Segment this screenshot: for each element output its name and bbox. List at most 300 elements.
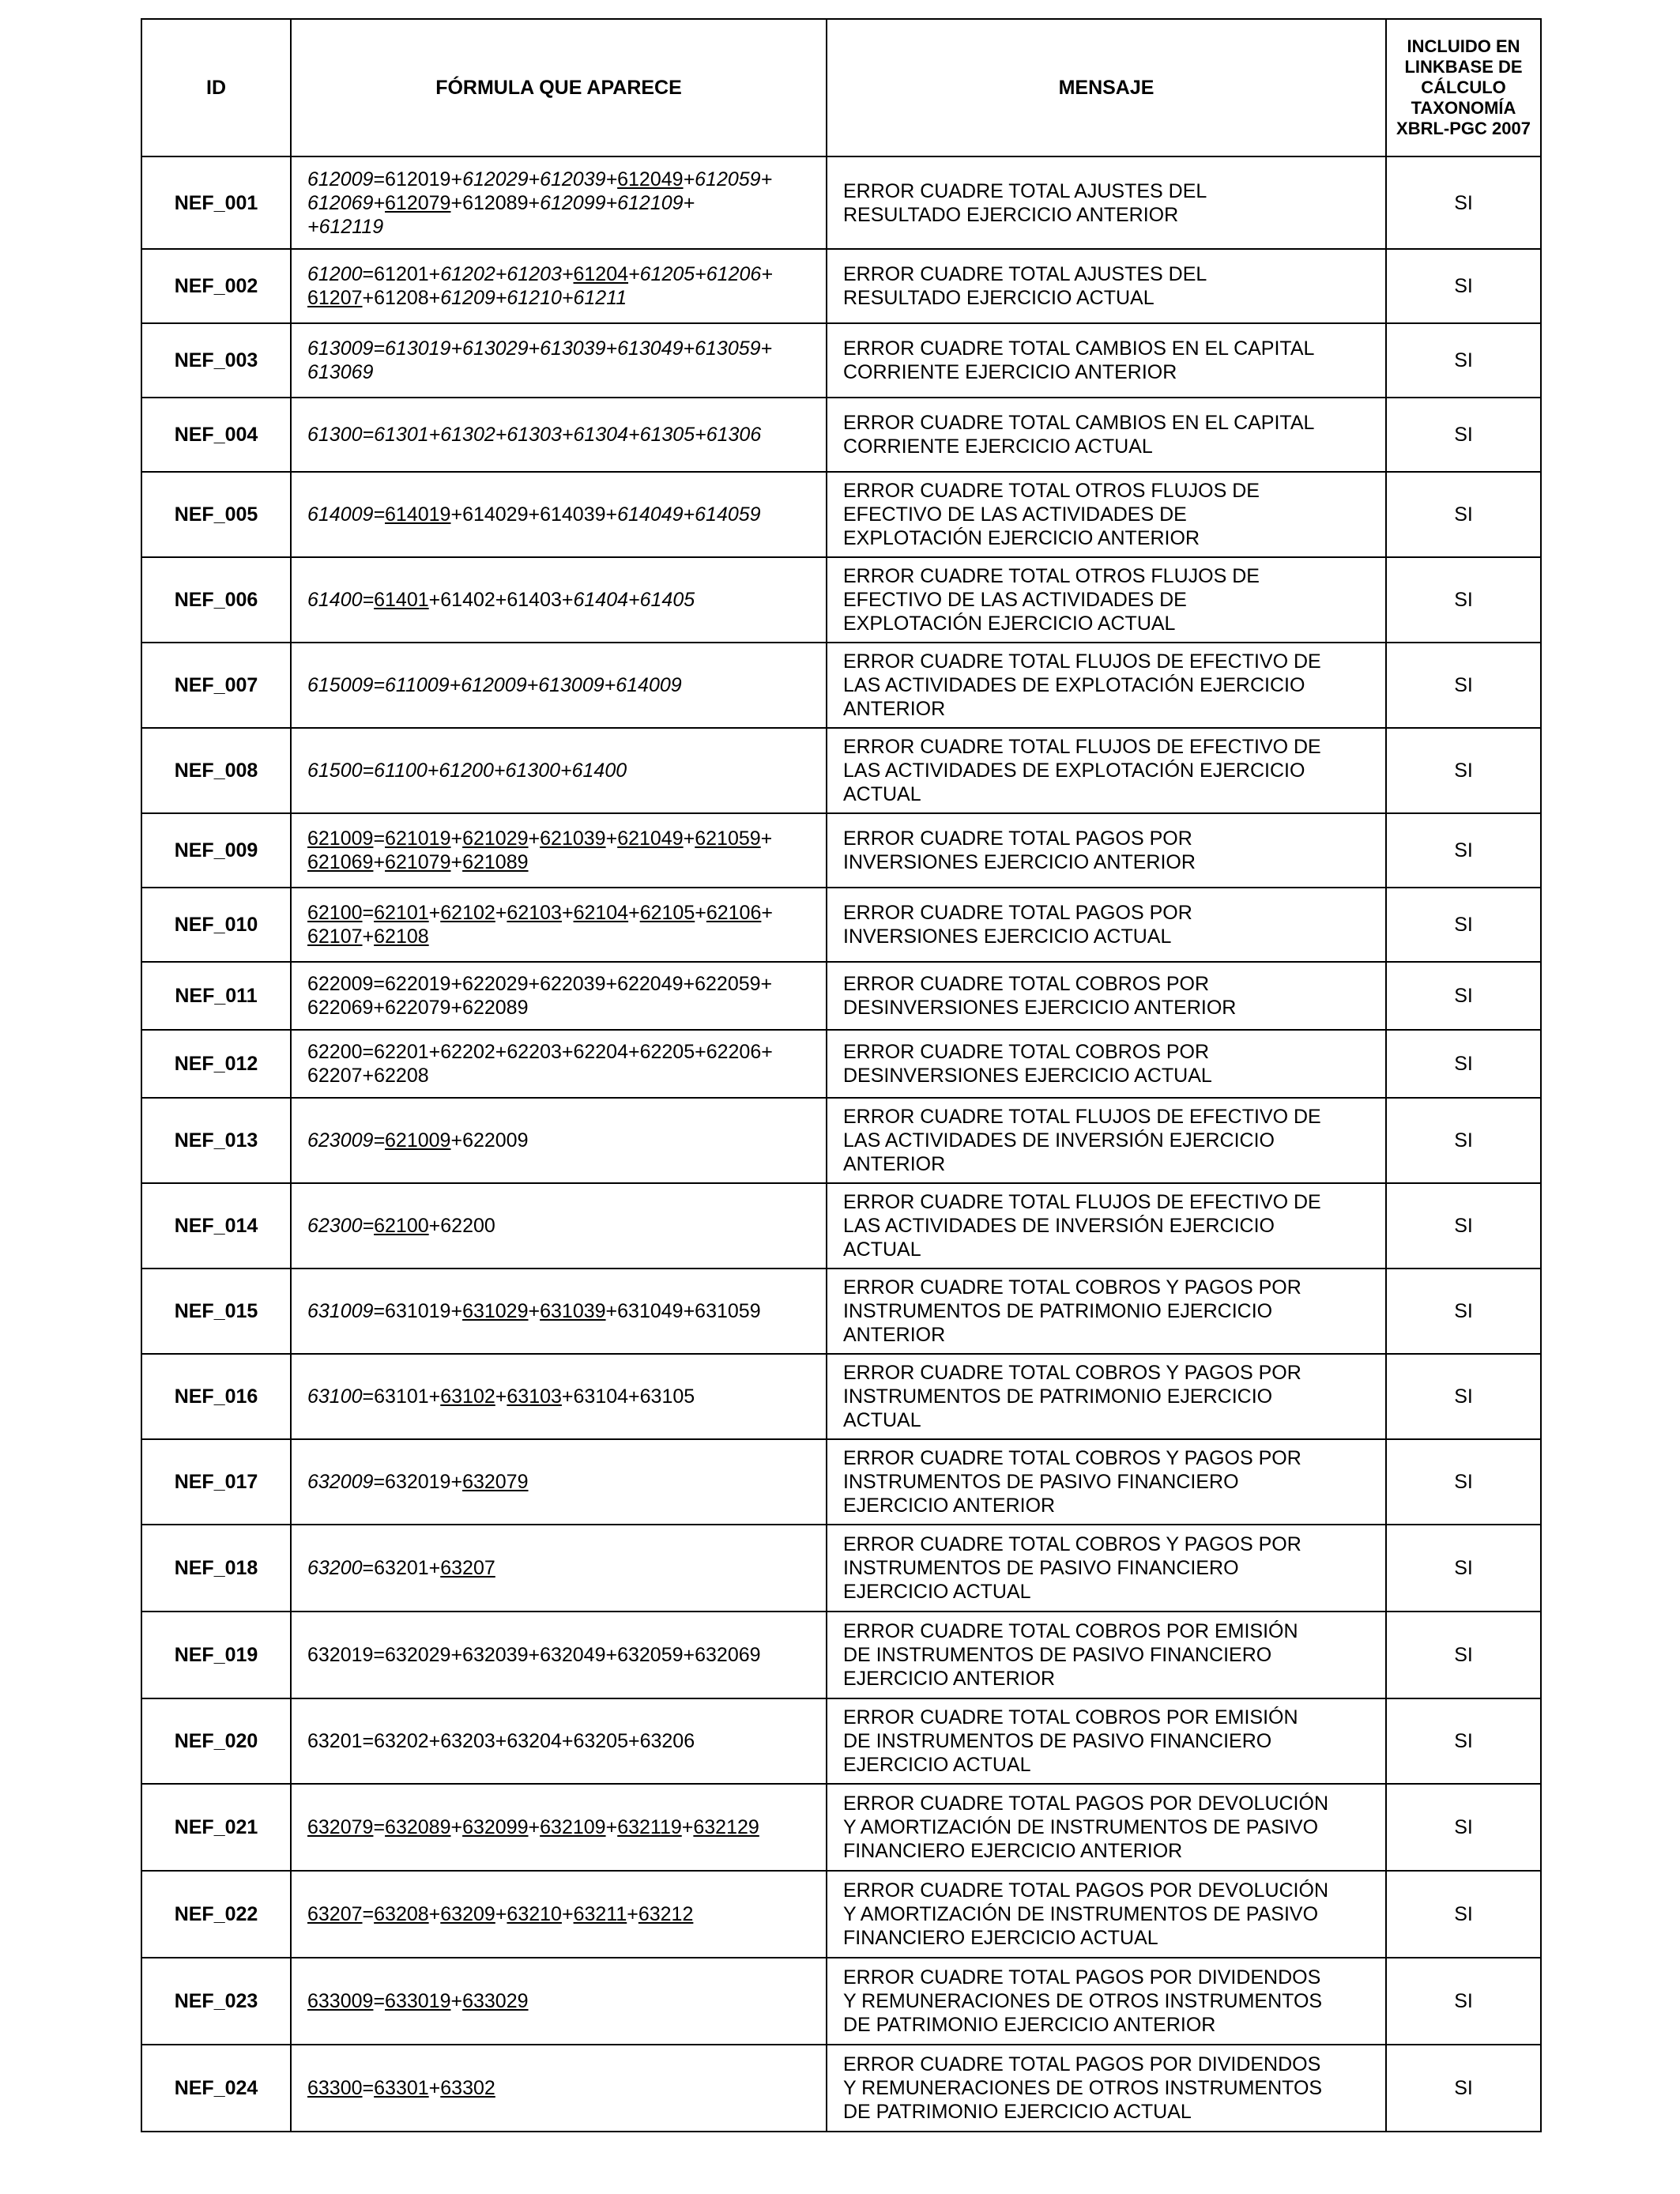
message-line: ERROR CUADRE TOTAL CAMBIOS EN EL CAPITAL xyxy=(843,412,1315,434)
message-line: ERROR CUADRE TOTAL CAMBIOS EN EL CAPITAL xyxy=(843,337,1315,360)
row-included: SI xyxy=(1386,1958,1541,2045)
message-line: LAS ACTIVIDADES DE EXPLOTACIÓN EJERCICIO xyxy=(843,674,1305,696)
table-row xyxy=(141,1958,1541,2045)
formula-line xyxy=(307,1064,818,1088)
formula-segment: 63103 xyxy=(507,1385,562,1408)
formula-segment: +612089+ xyxy=(450,191,541,214)
formula-line xyxy=(307,1129,818,1152)
row-id: NEF_023 xyxy=(141,1958,291,2045)
row-message xyxy=(827,1958,1386,2045)
formula-segment: + xyxy=(495,902,507,924)
row-included: SI xyxy=(1386,962,1541,1030)
formula-line xyxy=(307,901,818,925)
formula-line xyxy=(307,2076,818,2100)
formula-segment: + xyxy=(561,1903,574,1925)
formula-segment: = xyxy=(373,1816,386,1838)
row-formula xyxy=(291,249,827,323)
message-line: Y AMORTIZACIÓN DE INSTRUMENTOS DE PASIVO xyxy=(843,1903,1319,1925)
message-line: EJERCICIO ACTUAL xyxy=(843,1581,1031,1603)
message-line: ANTERIOR xyxy=(843,1324,946,1346)
row-id: NEF_004 xyxy=(141,398,291,472)
message-line: CORRIENTE EJERCICIO ANTERIOR xyxy=(843,361,1177,383)
formula-segment: + xyxy=(695,902,706,924)
table-row xyxy=(141,1698,1541,1784)
message-line: ANTERIOR xyxy=(843,698,946,720)
row-message xyxy=(827,1439,1386,1525)
formula-segment: 631029 xyxy=(462,1300,529,1322)
message-line: EJERCICIO ANTERIOR xyxy=(843,1495,1056,1517)
row-id: NEF_003 xyxy=(141,323,291,398)
message-line: ERROR CUADRE TOTAL COBROS Y PAGOS POR xyxy=(843,1362,1301,1384)
message-line: DESINVERSIONES EJERCICIO ACTUAL xyxy=(843,1065,1212,1087)
header-id: ID xyxy=(141,19,291,156)
formula-line xyxy=(307,1815,818,1839)
message-line: ERROR CUADRE TOTAL AJUSTES DEL xyxy=(843,263,1207,285)
formula-segment: 632129 xyxy=(693,1816,759,1838)
formula-segment: 615009=611009+612009+613009+614009 xyxy=(307,674,682,696)
row-included: SI xyxy=(1386,1030,1541,1098)
formula-segment: 61204 xyxy=(573,263,629,285)
formula-segment: 62101 xyxy=(374,902,429,924)
table-body xyxy=(141,156,1541,2132)
message-line: ERROR CUADRE TOTAL AJUSTES DEL xyxy=(843,179,1207,202)
row-id: NEF_001 xyxy=(141,156,291,249)
formula-segment: 62102 xyxy=(440,902,495,924)
formula-segment: 632119 xyxy=(617,1816,682,1838)
formula-segment: 614019 xyxy=(385,503,451,526)
formula-segment: 632089 xyxy=(385,1816,451,1838)
row-id: NEF_006 xyxy=(141,557,291,643)
formula-segment: 621059 xyxy=(695,827,761,850)
message-line: EFECTIVO DE LAS ACTIVIDADES DE xyxy=(843,503,1187,526)
formula-segment: 612029+612039+ xyxy=(462,168,618,190)
formula-line xyxy=(307,1040,818,1064)
formula-segment: +612059+ xyxy=(683,168,773,190)
formula-segment: + xyxy=(428,902,441,924)
formula-segment: 621039 xyxy=(540,827,606,850)
formula-segment: 633029 xyxy=(462,1990,529,2012)
formula-line xyxy=(307,759,818,782)
formula-segment: 621009 xyxy=(307,827,374,850)
formula-segment: 63102 xyxy=(440,1385,495,1408)
message-line: ERROR CUADRE TOTAL FLUJOS DE EFECTIVO DE xyxy=(843,1106,1321,1128)
formula-segment: =63101+ xyxy=(362,1385,441,1408)
formula-segment: 62207+62208 xyxy=(307,1065,429,1087)
message-line: CORRIENTE EJERCICIO ACTUAL xyxy=(843,435,1153,458)
formula-segment: + xyxy=(373,851,386,873)
message-line: ANTERIOR xyxy=(843,1153,946,1175)
message-line: ERROR CUADRE TOTAL PAGOS POR xyxy=(843,827,1192,850)
message-line: FINANCIERO EJERCICIO ACTUAL xyxy=(843,1927,1158,1949)
row-included: SI xyxy=(1386,728,1541,813)
row-message xyxy=(827,1612,1386,1698)
formula-segment: 632009 xyxy=(307,1471,374,1493)
table-row xyxy=(141,1269,1541,1354)
formula-segment: 62100 xyxy=(374,1215,429,1237)
row-included: SI xyxy=(1386,557,1541,643)
row-included: SI xyxy=(1386,1098,1541,1183)
formula-segment: 63200 xyxy=(307,1557,363,1579)
message-line: ERROR CUADRE TOTAL COBROS POR xyxy=(843,1041,1210,1063)
table-row xyxy=(141,728,1541,813)
row-formula xyxy=(291,472,827,557)
row-id: NEF_015 xyxy=(141,1269,291,1354)
header-formula: FÓRMULA QUE APARECE xyxy=(291,19,827,156)
table-row xyxy=(141,888,1541,962)
formula-segment: = xyxy=(373,827,386,850)
formula-segment: 62200=62201+62202+62203+62204+62205+62206+ xyxy=(307,1041,773,1063)
message-line: Y REMUNERACIONES DE OTROS INSTRUMENTOS xyxy=(843,2077,1323,2099)
row-formula xyxy=(291,1612,827,1698)
table-row xyxy=(141,398,1541,472)
formula-segment: + xyxy=(681,1816,694,1838)
message-line: DESINVERSIONES EJERCICIO ANTERIOR xyxy=(843,997,1237,1019)
formula-line xyxy=(307,925,818,948)
row-included: SI xyxy=(1386,398,1541,472)
row-included: SI xyxy=(1386,2045,1541,2132)
row-message xyxy=(827,962,1386,1030)
formula-line xyxy=(307,286,818,310)
message-line: ERROR CUADRE TOTAL COBROS Y PAGOS POR xyxy=(843,1533,1301,1555)
row-included: SI xyxy=(1386,249,1541,323)
row-formula xyxy=(291,888,827,962)
row-id: NEF_019 xyxy=(141,1612,291,1698)
row-included: SI xyxy=(1386,1183,1541,1269)
message-line: ERROR CUADRE TOTAL FLUJOS DE EFECTIVO DE xyxy=(843,736,1321,758)
formula-segment: 63207 xyxy=(307,1903,363,1925)
row-formula xyxy=(291,2045,827,2132)
row-message xyxy=(827,2045,1386,2132)
message-line: INSTRUMENTOS DE PASIVO FINANCIERO xyxy=(843,1557,1239,1579)
formula-segment: 62100 xyxy=(307,902,363,924)
formula-segment: 63210 xyxy=(507,1903,562,1925)
table-row xyxy=(141,323,1541,398)
message-line: EXPLOTACIÓN EJERCICIO ANTERIOR xyxy=(843,527,1200,549)
formula-segment: 63212 xyxy=(638,1903,694,1925)
formula-segment: 62107 xyxy=(307,925,363,948)
formula-segment: 61400= xyxy=(307,589,375,611)
formula-segment: + xyxy=(528,1816,541,1838)
message-line: ERROR CUADRE TOTAL FLUJOS DE EFECTIVO DE xyxy=(843,650,1321,673)
formula-segment: +61205+61206+ xyxy=(628,263,773,285)
formula-segment: +631049+631059 xyxy=(605,1300,761,1322)
message-line: ACTUAL xyxy=(843,1238,921,1261)
formula-line xyxy=(307,1989,818,2013)
table-row xyxy=(141,1183,1541,1269)
row-message xyxy=(827,1183,1386,1269)
row-included: SI xyxy=(1386,472,1541,557)
header-included: INCLUIDO EN LINKBASE DE CÁLCULO TAXONOMÍA XBRL-PGC 2007 xyxy=(1386,19,1541,156)
formula-segment: + xyxy=(528,827,541,850)
row-id: NEF_005 xyxy=(141,472,291,557)
row-message xyxy=(827,398,1386,472)
row-message xyxy=(827,557,1386,643)
row-included: SI xyxy=(1386,1784,1541,1871)
row-message xyxy=(827,643,1386,728)
formula-segment: + xyxy=(450,851,463,873)
formula-segment: = xyxy=(373,1990,386,2012)
table-header-row xyxy=(141,19,1541,156)
row-included: SI xyxy=(1386,323,1541,398)
row-id: NEF_011 xyxy=(141,962,291,1030)
row-included: SI xyxy=(1386,156,1541,249)
formula-line xyxy=(307,972,818,996)
formula-segment: 62106 xyxy=(706,902,762,924)
formula-line xyxy=(307,262,818,286)
formula-segment: 63208 xyxy=(374,1903,429,1925)
formula-line xyxy=(307,827,818,850)
formula-segment: 613069 xyxy=(307,361,374,383)
formula-segment: 631039 xyxy=(540,1300,606,1322)
formula-segment: 61404+61405 xyxy=(573,589,695,611)
formula-line xyxy=(307,1470,818,1494)
row-message xyxy=(827,1784,1386,1871)
message-line: LAS ACTIVIDADES DE EXPLOTACIÓN EJERCICIO xyxy=(843,760,1305,782)
row-included: SI xyxy=(1386,1871,1541,1958)
row-formula xyxy=(291,1354,827,1439)
formula-segment: + xyxy=(683,827,695,850)
formula-segment: 612079 xyxy=(385,191,451,214)
formula-segment: 621089 xyxy=(462,851,529,873)
row-id: NEF_024 xyxy=(141,2045,291,2132)
formula-segment: 61202+61203+ xyxy=(440,263,574,285)
table-row xyxy=(141,156,1541,249)
row-message xyxy=(827,728,1386,813)
formula-line xyxy=(307,673,818,697)
message-line: ERROR CUADRE TOTAL COBROS Y PAGOS POR xyxy=(843,1276,1301,1299)
row-formula xyxy=(291,398,827,472)
formula-segment: = xyxy=(362,902,375,924)
message-line: ACTUAL xyxy=(843,1409,921,1431)
formula-segment: 632019=632029+632039+632049+632059+632069 xyxy=(307,1644,761,1666)
formula-line xyxy=(307,850,818,874)
formula-line xyxy=(307,337,818,360)
formula-segment: + xyxy=(605,827,618,850)
row-message xyxy=(827,1525,1386,1612)
message-line: ERROR CUADRE TOTAL COBROS Y PAGOS POR xyxy=(843,1447,1301,1469)
message-line: RESULTADO EJERCICIO ANTERIOR xyxy=(843,203,1179,226)
message-line: Y REMUNERACIONES DE OTROS INSTRUMENTOS xyxy=(843,1990,1323,2012)
formula-segment: + xyxy=(760,827,773,850)
message-line: DE PATRIMONIO EJERCICIO ANTERIOR xyxy=(843,2014,1216,2036)
message-line: EJERCICIO ACTUAL xyxy=(843,1754,1031,1776)
formula-segment: 623009= xyxy=(307,1129,386,1152)
formula-segment: 633009 xyxy=(307,1990,374,2012)
message-line: INVERSIONES EJERCICIO ACTUAL xyxy=(843,925,1172,948)
formula-segment: 63300 xyxy=(307,2077,363,2099)
row-id: NEF_022 xyxy=(141,1871,291,1958)
formula-segment: 63100 xyxy=(307,1385,363,1408)
row-id: NEF_012 xyxy=(141,1030,291,1098)
table-row xyxy=(141,2045,1541,2132)
formula-segment: + xyxy=(450,1816,463,1838)
table-row xyxy=(141,1030,1541,1098)
row-id: NEF_013 xyxy=(141,1098,291,1183)
formula-segment: =612019+ xyxy=(373,168,463,190)
row-id: NEF_021 xyxy=(141,1784,291,1871)
formula-segment: 614049+614059 xyxy=(617,503,761,526)
formula-line xyxy=(307,1299,818,1323)
table-row xyxy=(141,962,1541,1030)
formula-line xyxy=(307,1902,818,1926)
row-id: NEF_009 xyxy=(141,813,291,888)
row-message xyxy=(827,323,1386,398)
formula-segment: 612009 xyxy=(307,168,374,190)
formula-line xyxy=(307,191,818,215)
row-formula xyxy=(291,1269,827,1354)
formula-segment: 62104 xyxy=(573,902,629,924)
formula-segment: 63211 xyxy=(573,1903,627,1925)
table-row xyxy=(141,472,1541,557)
formula-segment: 61300=61301+61302+61303+61304+61305+61306 xyxy=(307,424,762,446)
row-included: SI xyxy=(1386,1612,1541,1698)
formula-segment: 631009 xyxy=(307,1300,374,1322)
message-line: INSTRUMENTOS DE PATRIMONIO EJERCICIO xyxy=(843,1300,1273,1322)
formula-segment: + xyxy=(561,902,574,924)
formula-segment: =61201+ xyxy=(362,263,441,285)
formula-segment: +612119 xyxy=(307,215,384,238)
formula-segment: 632109 xyxy=(540,1816,606,1838)
formula-segment: + xyxy=(528,1300,541,1322)
formula-line xyxy=(307,423,818,447)
table-row xyxy=(141,1784,1541,1871)
formula-segment: 621079 xyxy=(385,851,451,873)
formula-segment: 614009= xyxy=(307,503,386,526)
message-line: INSTRUMENTOS DE PATRIMONIO EJERCICIO xyxy=(843,1385,1273,1408)
row-included: SI xyxy=(1386,888,1541,962)
formula-line xyxy=(307,1214,818,1238)
formula-segment: 61401 xyxy=(374,589,429,611)
message-line: DE INSTRUMENTOS DE PASIVO FINANCIERO xyxy=(843,1644,1272,1666)
message-line: ERROR CUADRE TOTAL COBROS POR EMISIÓN xyxy=(843,1620,1298,1642)
row-included: SI xyxy=(1386,1698,1541,1784)
row-id: NEF_007 xyxy=(141,643,291,728)
formula-segment: +61208+ xyxy=(362,287,441,309)
formula-line xyxy=(307,215,818,239)
row-message xyxy=(827,1354,1386,1439)
message-line: INSTRUMENTOS DE PASIVO FINANCIERO xyxy=(843,1471,1239,1493)
message-line: ERROR CUADRE TOTAL PAGOS POR DEVOLUCIÓN xyxy=(843,1793,1329,1815)
row-formula xyxy=(291,323,827,398)
row-formula xyxy=(291,1525,827,1612)
formula-segment: 613009=613019+613029+613039+613049+613059+ xyxy=(307,337,773,360)
formula-segment: +614029+614039+ xyxy=(450,503,618,526)
formula-line xyxy=(307,360,818,384)
message-line: ERROR CUADRE TOTAL FLUJOS DE EFECTIVO DE xyxy=(843,1191,1321,1213)
row-id: NEF_014 xyxy=(141,1183,291,1269)
row-formula xyxy=(291,1098,827,1183)
table-row xyxy=(141,643,1541,728)
row-message xyxy=(827,156,1386,249)
formula-segment: 621069 xyxy=(307,851,374,873)
row-included: SI xyxy=(1386,1439,1541,1525)
row-formula xyxy=(291,156,827,249)
row-formula xyxy=(291,1958,827,2045)
formula-segment: 622069+622079+622089 xyxy=(307,997,529,1019)
formula-segment: + xyxy=(495,1385,507,1408)
row-message xyxy=(827,1871,1386,1958)
formula-segment: 621009 xyxy=(385,1129,451,1152)
message-line: ERROR CUADRE TOTAL PAGOS POR xyxy=(843,902,1192,924)
formula-segment: + xyxy=(628,902,640,924)
table-row xyxy=(141,557,1541,643)
message-line: ERROR CUADRE TOTAL COBROS POR EMISIÓN xyxy=(843,1706,1298,1728)
formula-segment: 61207 xyxy=(307,287,363,309)
row-message xyxy=(827,249,1386,323)
formula-segment: 62300= xyxy=(307,1215,375,1237)
formula-segment: + xyxy=(605,1816,618,1838)
formula-segment: +61402+61403+ xyxy=(428,589,574,611)
table-row xyxy=(141,249,1541,323)
row-included: SI xyxy=(1386,1525,1541,1612)
row-included: SI xyxy=(1386,813,1541,888)
message-line: FINANCIERO EJERCICIO ANTERIOR xyxy=(843,1840,1183,1862)
message-line: DE PATRIMONIO EJERCICIO ACTUAL xyxy=(843,2101,1192,2123)
formula-line xyxy=(307,588,818,612)
validation-rules-table xyxy=(141,18,1542,2132)
formula-segment: 63201=63202+63203+63204+63205+63206 xyxy=(307,1730,695,1752)
formula-segment: 62108 xyxy=(374,925,429,948)
formula-segment: + xyxy=(450,1990,463,2012)
formula-line xyxy=(307,1556,818,1580)
row-id: NEF_018 xyxy=(141,1525,291,1612)
row-message xyxy=(827,1698,1386,1784)
formula-segment: =632019+ xyxy=(373,1471,463,1493)
formula-segment: 63207 xyxy=(440,1557,495,1579)
formula-segment: 61200 xyxy=(307,263,363,285)
table-row xyxy=(141,1354,1541,1439)
row-formula xyxy=(291,1439,827,1525)
message-line: ERROR CUADRE TOTAL OTROS FLUJOS DE xyxy=(843,565,1260,587)
formula-segment: 612069+ xyxy=(307,191,386,214)
formula-segment: = xyxy=(362,1903,375,1925)
formula-segment: 632099 xyxy=(462,1816,529,1838)
formula-segment: + xyxy=(450,827,463,850)
table-row xyxy=(141,1612,1541,1698)
formula-segment: 621019 xyxy=(385,827,451,850)
formula-segment: =63201+ xyxy=(362,1557,441,1579)
formula-segment: 622009=622019+622029+622039+622049+622059+ xyxy=(307,973,773,995)
message-line: RESULTADO EJERCICIO ACTUAL xyxy=(843,287,1155,309)
message-line: ERROR CUADRE TOTAL PAGOS POR DIVIDENDOS xyxy=(843,2053,1321,2075)
formula-segment: 632079 xyxy=(307,1816,374,1838)
formula-line xyxy=(307,996,818,1020)
formula-segment: + xyxy=(428,2077,441,2099)
message-line: EJERCICIO ANTERIOR xyxy=(843,1668,1056,1690)
formula-segment: 612049 xyxy=(617,168,684,190)
message-line: ERROR CUADRE TOTAL PAGOS POR DEVOLUCIÓN xyxy=(843,1879,1329,1902)
message-line: LAS ACTIVIDADES DE INVERSIÓN EJERCICIO xyxy=(843,1129,1275,1152)
formula-segment: 62103 xyxy=(507,902,562,924)
message-line: INVERSIONES EJERCICIO ANTERIOR xyxy=(843,851,1196,873)
formula-segment: 61500=61100+61200+61300+61400 xyxy=(307,760,627,782)
formula-line xyxy=(307,168,818,191)
message-line: LAS ACTIVIDADES DE INVERSIÓN EJERCICIO xyxy=(843,1215,1275,1237)
formula-line xyxy=(307,1643,818,1667)
formula-segment: + xyxy=(627,1903,638,1925)
row-formula xyxy=(291,728,827,813)
message-line: ERROR CUADRE TOTAL PAGOS POR DIVIDENDOS xyxy=(843,1966,1321,1989)
row-formula xyxy=(291,1784,827,1871)
row-message xyxy=(827,1030,1386,1098)
formula-segment: +62200 xyxy=(428,1215,495,1237)
formula-segment: 63301 xyxy=(374,2077,429,2099)
row-included: SI xyxy=(1386,1269,1541,1354)
row-formula xyxy=(291,1871,827,1958)
formula-segment: + xyxy=(495,1903,507,1925)
formula-segment: +622009 xyxy=(450,1129,529,1152)
formula-line xyxy=(307,1385,818,1408)
